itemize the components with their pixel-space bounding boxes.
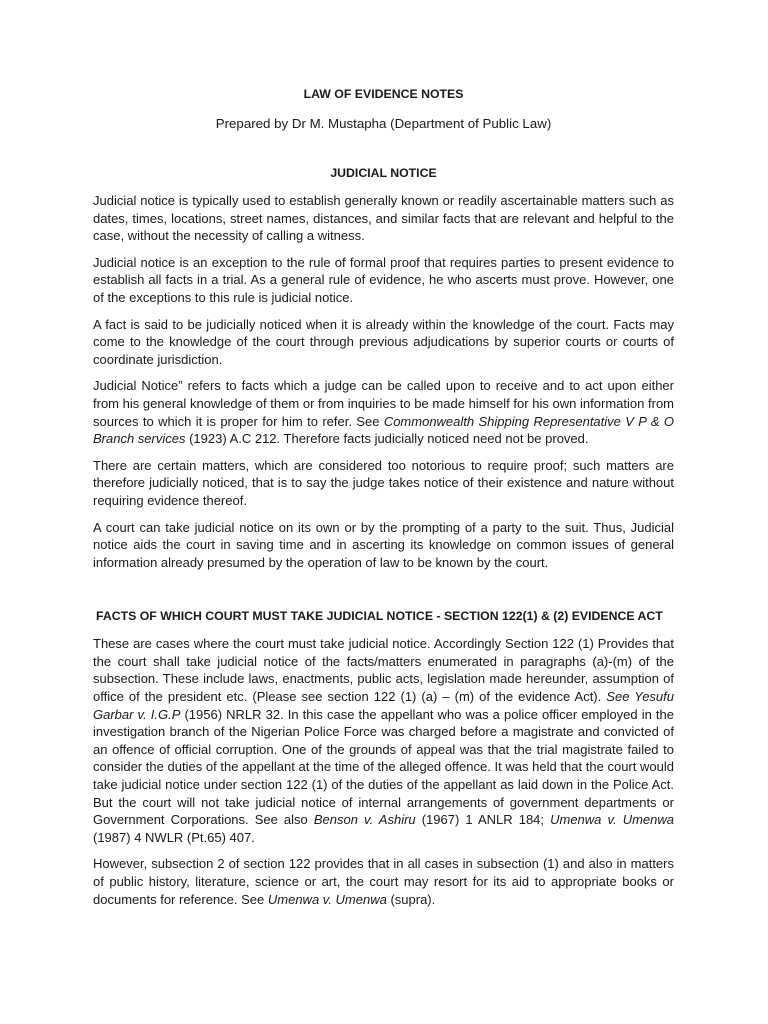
paragraph <box>93 635 674 846</box>
document-title: LAW OF EVIDENCE NOTES <box>303 87 464 101</box>
section-heading-judicial-notice: JUDICIAL NOTICE <box>330 166 437 180</box>
paragraph-text: (1923) A.C 212. Therefore facts judicially noticed need not be proved. <box>185 431 589 447</box>
document-author: Prepared by Dr M. Mustapha (Department of Public Law) <box>215 116 552 131</box>
paragraph <box>93 855 674 908</box>
paragraph: Judicial notice is an exception to the rule of formal proof that requires parties to present evidence to establish all facts in a trial. As a general rule of evidence, he who ascerts must prove. However, one of the exceptions to this rule is judicial notice. <box>93 254 674 305</box>
paragraph-text: (1956) NRLR 32. In this case the appellant who was a police officer employed in the investigation branch of the Nigerian Police Force was charged before a magistrate and convicted of an offence of official corruption. One of the grounds of appeal was that the trial magistrate failed to consider the duties of the appellant at the time of the alleged offence. It was held that the court would take judicial notice under section 122 (1) of the duties of the appellant as laid down in the Police Act. But the court will not take judicial notice of internal arrangements of government departments or Government Corporations. See also <box>93 706 674 828</box>
paragraph: A fact is said to be judicially noticed when it is already within the knowledge of the court. Facts may come to the knowledge of the court through previous adjudications by superior courts or courts of coordinate jurisdiction. <box>93 316 674 367</box>
paragraph <box>93 377 674 447</box>
paragraph: There are certain matters, which are considered too notorious to require proof; such matters are therefore judicially noticed, that is to say the judge takes notice of their existence and nature without requiring evidence thereof. <box>93 457 674 508</box>
case-citation: Umenwa v. Umenwa <box>267 891 387 907</box>
case-citation: See Yesufu Garbar v. I.G.P <box>93 689 674 722</box>
paragraph-text: However, subsection 2 of section 122 provides that in all cases in subsection (1) and also in matters of public history, literature, science or art, the court may resort for its aid to appropriate books or documents for reference. See <box>93 856 674 907</box>
case-citation: Umenwa v. Umenwa <box>550 812 675 828</box>
paragraph: Judicial notice is typically used to establish generally known or readily ascertainable matters such as dates, times, locations, street names, distances, and similar facts that are relevant and helpful to the case, without the necessity of calling a witness. <box>93 193 674 244</box>
case-citation: Commonwealth Shipping Representative V P & O Branch services <box>93 413 674 447</box>
paragraph-text: Judicial Notice” refers to facts which a judge can be called upon to receive and to act upon either from his general knowledge of them or from inquiries to be made himself for his own information from sources to which it is proper for him to refer. See <box>93 378 674 429</box>
section-heading-facts-court-must-notice: FACTS OF WHICH COURT MUST TAKE JUDICIAL NOTICE - SECTION 122(1) & (2) EVIDENCE ACT <box>96 609 663 624</box>
paragraph-text: These are cases where the court must take judicial notice. Accordingly Section 122 (1) Provides that the court shall take judicial notice of the facts/matters enumerated in paragraphs (a)-(m) of the subsection. These include laws, enactments, public acts, legislation made hereunder, assumption of office of the president etc. (Please see section 122 (1) (a) – (m) of the evidence Act). <box>93 636 674 705</box>
paragraph-text: (1987) 4 NWLR (Pt.65) 407. <box>93 829 255 845</box>
case-citation: Benson v. Ashiru <box>313 812 416 828</box>
section-judicial-notice <box>93 192 674 571</box>
paragraph-text: (supra). <box>386 891 436 907</box>
section-facts-court-must-notice <box>93 635 674 908</box>
paragraph-text: (1967) 1 ANLR 184; <box>415 812 551 828</box>
paragraph: A court can take judicial notice on its own or by the prompting of a party to the suit. Thus, Judicial notice aids the court in saving time and in ascerting its knowledge on common issues of general information already presumed by the operation of law to be known by the court. <box>93 519 674 570</box>
